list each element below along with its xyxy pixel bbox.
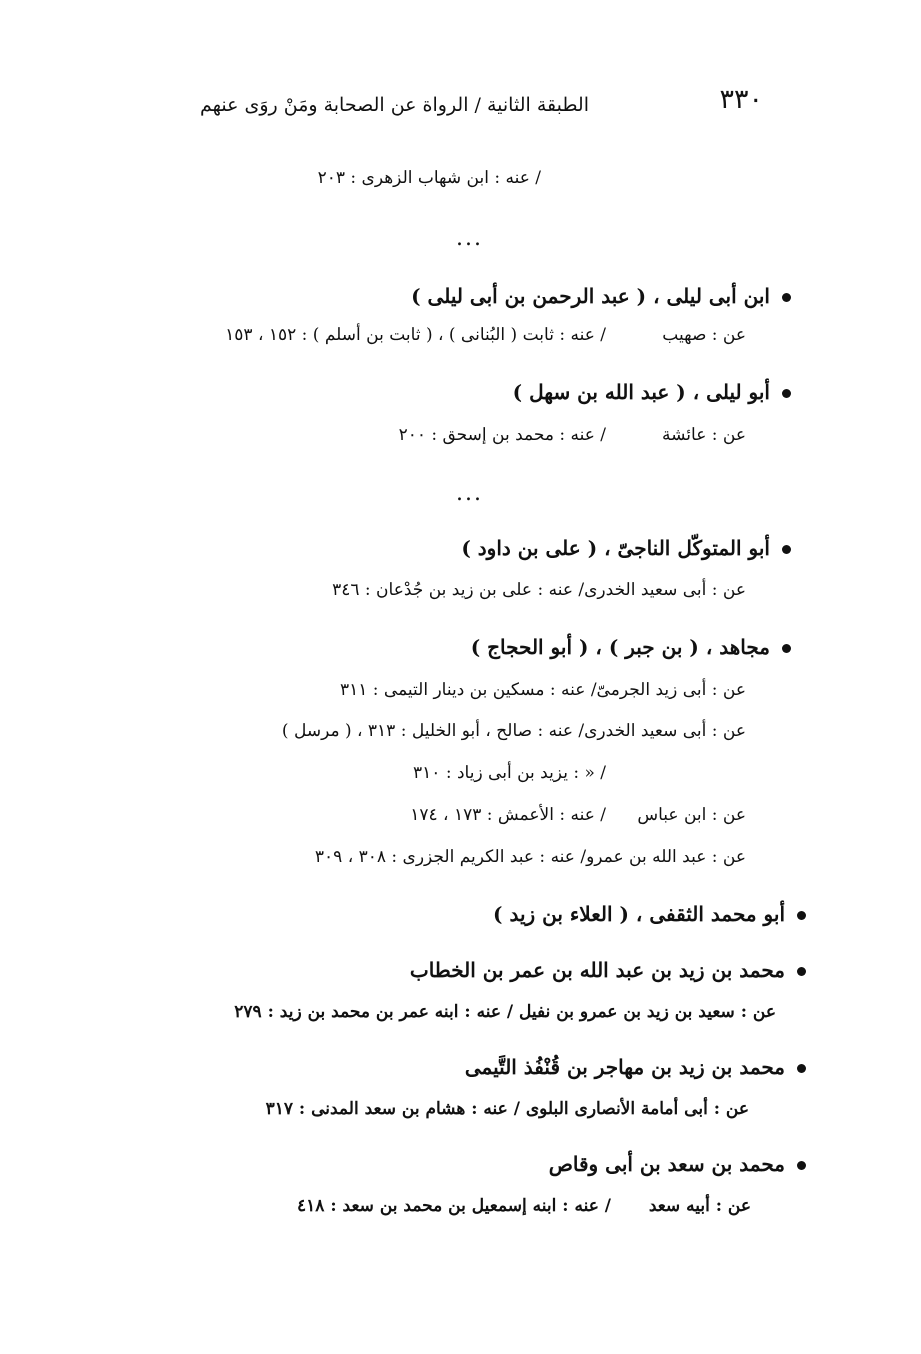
bullet-icon <box>782 644 791 653</box>
entry-heading <box>410 958 806 982</box>
entry-name: أبو محمد الثقفى ، ( العلاء بن زيد ) <box>493 902 785 926</box>
narration-line <box>266 1099 749 1119</box>
narration-from: عن : صهيب <box>662 325 746 345</box>
narration-narrators: / عنه : مسكين بن دينار التيمى : ٣١١ <box>339 680 597 700</box>
narration-narrators: / عنه : الأعمش : ١٧٣ ، ١٧٤ <box>410 805 606 825</box>
bullet-icon <box>782 389 791 398</box>
narration-line <box>315 847 746 867</box>
narration-line <box>340 680 746 700</box>
entry-heading <box>461 536 791 560</box>
narration-narrators: / عنه : على بن زيد بن جُدْعان : ٣٤٦ <box>332 580 585 600</box>
narration-line <box>332 580 746 600</box>
narration-narrators: / عنه : ابنه إسمعيل بن محمد بن سعد : ٤١٨ <box>297 1196 611 1216</box>
narration-narrators: عن : سعيد بن زيد بن عمرو بن نفيل / عنه : ابنه عمر بن محمد بن زيد : ٢٧٩ <box>234 1002 776 1022</box>
narration-narrators: / عنه : محمد بن إسحق : ٢٠٠ <box>398 425 606 445</box>
entry-heading <box>493 902 806 926</box>
narration-line <box>399 425 746 445</box>
entry-name: مجاهد ، ( بن جبر ) ، ( أبو الحجاج ) <box>470 635 770 659</box>
narration-from: عن : أبيه سعد <box>648 1196 751 1216</box>
narration-from: عن : أبى سعيد الخدرى <box>584 580 746 600</box>
narration-line <box>410 805 746 825</box>
entry-heading <box>471 635 791 659</box>
narration-from: عن : عبد الله بن عمرو <box>586 847 746 867</box>
entry-name: محمد بن زيد بن مهاجر بن قُنْفُذ التَّيمى <box>464 1055 785 1079</box>
bullet-icon <box>797 1064 806 1073</box>
running-head: الطبقة الثانية / الرواة عن الصحابة ومَنْ روَى عنهم <box>199 94 589 116</box>
narration-narrators: / « : يزيد بن أبى زياد : ٣١٠ <box>413 763 606 783</box>
narration-from: عن : عائشة <box>662 425 746 445</box>
bullet-icon <box>797 911 806 920</box>
entry-name: أبو ليلى ، ( عبد الله بن سهل ) <box>512 380 770 404</box>
entry-name: محمد بن سعد بن أبى وقاص <box>548 1152 785 1176</box>
entry-name: ابن أبى ليلى ، ( عبد الرحمن بن أبى ليلى ) <box>411 284 770 308</box>
page-number: ٣٣٠ <box>719 84 763 115</box>
narration-line <box>282 721 746 741</box>
intro-line: / عنه : ابن شهاب الزهرى : ٢٠٣ <box>317 168 541 188</box>
narration-from: عن : أبى زيد الجرمىّ <box>596 680 746 700</box>
narration-from: عن : ابن عباس <box>637 805 746 825</box>
entry-name: أبو المتوكّل الناجىّ ، ( على بن داود ) <box>461 536 770 560</box>
bullet-icon <box>797 1161 806 1170</box>
narration-narrators: عن : أبى أمامة الأنصارى البلوى / عنه : هشام بن سعد المدنى : ٣١٧ <box>265 1099 749 1119</box>
entry-heading <box>465 1055 806 1079</box>
narration-narrators: / عنه : ثابت ( البُنانى ) ، ( ثابت بن أسلم ) : ١٥٢ ، ١٥٣ <box>225 325 606 345</box>
narration-narrators: / عنه : صالح ، أبو الخليل : ٣١٣ ، ( مرسل ) <box>281 721 585 741</box>
bullet-icon <box>782 293 791 302</box>
narration-narrators: / عنه : عبد الكريم الجزرى : ٣٠٨ ، ٣٠٩ <box>314 847 587 867</box>
bullet-icon <box>797 967 806 976</box>
separator: ... <box>456 226 483 251</box>
narration-line <box>225 325 746 345</box>
bullet-icon <box>782 545 791 554</box>
entry-heading <box>549 1152 806 1176</box>
entry-name: محمد بن زيد بن عبد الله بن عمر بن الخطاب <box>409 958 785 982</box>
narration-line <box>413 763 746 783</box>
narration-from: عن : أبى سعيد الخدرى <box>584 721 746 741</box>
narration-line <box>297 1196 751 1216</box>
entry-heading <box>411 284 791 308</box>
separator: ... <box>456 481 483 506</box>
entry-heading <box>513 380 791 404</box>
narration-line <box>234 1002 776 1022</box>
